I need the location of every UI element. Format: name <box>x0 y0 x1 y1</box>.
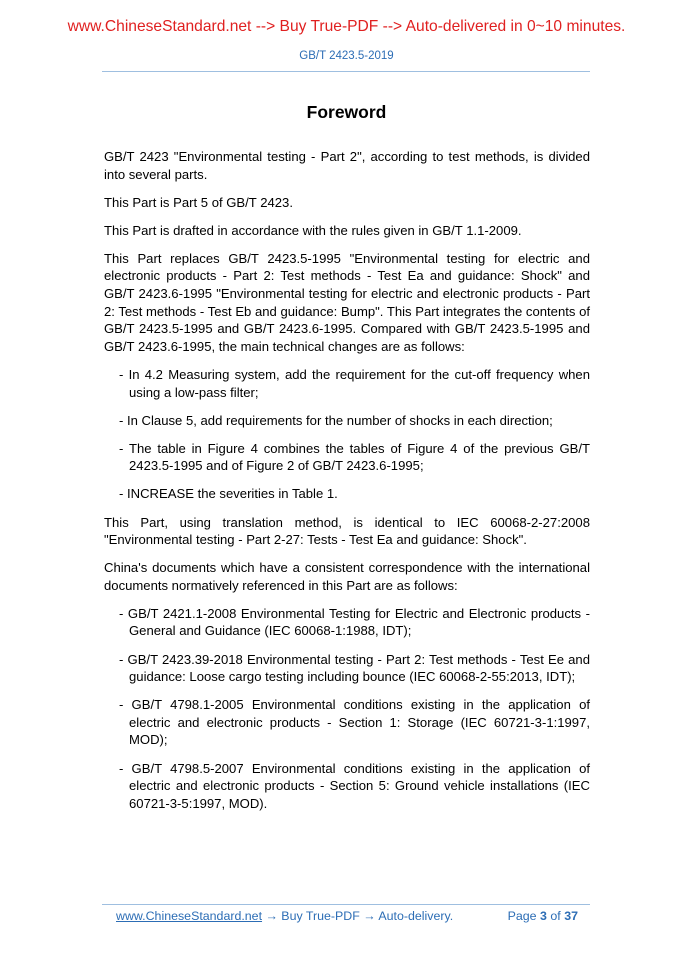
footer-tagline: → Buy True-PDF → Auto-delivery. <box>262 909 454 923</box>
header-divider <box>102 71 590 72</box>
paragraph-intro: GB/T 2423 "Environmental testing - Part 2", according to test methods, is divided into several parts. <box>104 149 590 182</box>
list-item-reference: - GB/T 4798.5-2007 Environmental conditions existing in the application of electric and electronic products - Section 5: Ground vehicle installations (IEC 60721-3-5:1997, MOD). <box>119 760 590 811</box>
list-item-change: - In 4.2 Measuring system, add the requirement for the cut-off frequency when using a low-pass filter; <box>119 366 590 400</box>
page-title: Foreword <box>306 102 387 122</box>
page-label: Page <box>507 909 537 923</box>
paragraph-translation: This Part, using translation method, is identical to IEC 60068-2-27:2008 "Environmental testing - Part 2-27: Tests - Test Ea and guidance: Shock". <box>104 514 590 548</box>
paragraph-replaces: This Part replaces GB/T 2423.5-1995 "Environmental testing for electric and electronic products - Part 2: Test methods - Test Ea and guidance: Shock" and GB/T 2423.6-1995 "Environmental testing for electric and electronic products - Part 2: Test methods - Test Eb and guidance: Bump". This Part integrates the contents of GB/T 2423.5-1995 and GB/T 2423.6-1995. Compared with GB/T 2423.5-1995 and GB/T 2423.6-1995, the main technical changes are as follows: <box>104 250 590 354</box>
list-item-change: - INCREASE the severities in Table 1. <box>119 486 338 502</box>
paragraph-drafting: This Part is drafted in accordance with the rules given in GB/T 1.1-2009. <box>104 222 522 238</box>
list-item-reference: - GB/T 2423.39-2018 Environmental testing - Part 2: Test methods - Test Ee and guidance: Loose cargo testing including bounce (IEC 60068-2-55:2013, IDT); <box>119 651 590 685</box>
document-code: GB/T 2423.5-2019 <box>299 50 394 62</box>
footer-divider <box>102 904 590 905</box>
top-banner[interactable]: www.ChineseStandard.net --> Buy True-PDF --> Auto-delivered in 0~10 minutes. <box>67 18 626 35</box>
document-body <box>104 148 590 823</box>
list-item-change: - The table in Figure 4 combines the tables of Figure 4 of the previous GB/T 2423.5-1995 and of Figure 2 of GB/T 2423.6-1995; <box>119 440 590 474</box>
list-item-change: - In Clause 5, add requirements for the number of shocks in each direction; <box>119 412 553 428</box>
footer-site-link[interactable]: www.ChineseStandard.net <box>116 909 263 923</box>
list-item-reference: - GB/T 2421.1-2008 Environmental Testing for Electric and Electronic products - General and Guidance (IEC 60068-1:1988, IDT); <box>119 605 590 639</box>
paragraph-part: This Part is Part 5 of GB/T 2423. <box>104 194 293 210</box>
page-of: of <box>550 909 561 923</box>
page-current: 3 <box>540 909 547 923</box>
paragraph-correspondence: China's documents which have a consistent correspondence with the international documents normatively referenced in this Part are as follows: <box>104 560 590 593</box>
page-footer <box>116 909 590 923</box>
page-total: 37 <box>564 909 578 923</box>
list-item-reference: - GB/T 4798.1-2005 Environmental conditions existing in the application of electric and electronic products - Section 1: Storage (IEC 60721-3-1:1997, MOD); <box>119 697 590 748</box>
page-number <box>508 909 578 923</box>
